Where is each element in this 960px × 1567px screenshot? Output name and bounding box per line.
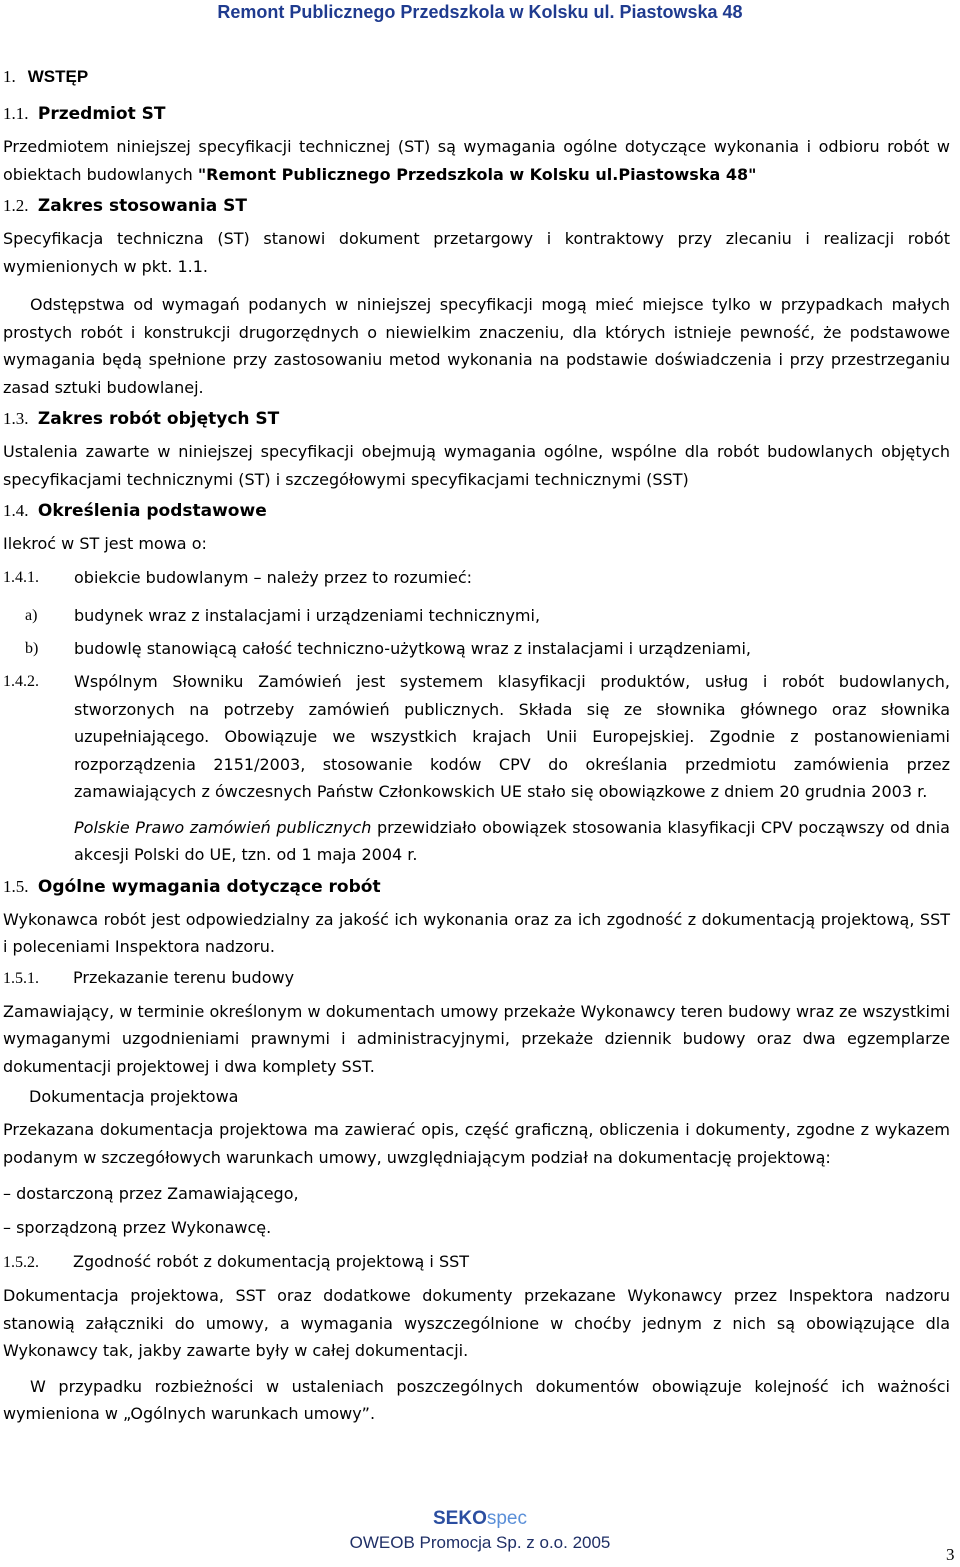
section-1-3-body: Ustalenia zawarte w niniejszej specyfikacji obejmują wymagania ogólne, wspólne dla robót budowlanych objętych specyfikacjami technicznymi (ST) i szczegółowymi specyfikacjami technicznymi (SST) bbox=[3, 442, 950, 489]
section-1-4-heading bbox=[3, 500, 950, 522]
section-number: 1.5.1. bbox=[3, 969, 39, 987]
section-1-4-intro: Ilekroć w ST jest mowa o: bbox=[3, 534, 207, 553]
definition-item-2 bbox=[3, 668, 950, 806]
item-number: 1.4.2. bbox=[3, 673, 39, 690]
sub-item-b bbox=[3, 635, 950, 662]
body-text: Przedmiotem niniejszej specyfikacji technicznej (ST) są wymagania ogólne dotyczące wykonania i odbioru robót w obiektach budowlanych bbox=[3, 137, 950, 184]
logo-part-1: SEKO bbox=[433, 1508, 487, 1529]
section-1-2-body: Specyfikacja techniczna (ST) stanowi dokument przetargowy i kontraktowy przy zlecaniu i realizacji robót wymienionych w pkt. 1.1. bbox=[3, 229, 950, 276]
item-text: budowlę stanowiącą całość techniczno-użytkową wraz z instalacjami i urządzeniami, bbox=[74, 639, 752, 658]
section-title: Zgodność robót z dokumentacją projektową i SST bbox=[73, 1252, 470, 1271]
definition-item-1 bbox=[3, 564, 950, 592]
section-1-1-body bbox=[3, 133, 950, 188]
section-title: Zakres stosowania ST bbox=[37, 196, 248, 216]
footer-company: OWEOB Promocja Sp. z o.o. 2005 bbox=[349, 1533, 611, 1552]
section-title: Ogólne wymagania dotyczące robót bbox=[37, 876, 381, 897]
section-1-2-heading bbox=[3, 195, 950, 217]
item-letter: b) bbox=[25, 640, 39, 657]
project-name: "Remont Publicznego Przedszkola w Kolsku ul.Piastowska 48" bbox=[197, 164, 757, 184]
logo-part-2: spec bbox=[486, 1508, 527, 1529]
item-text: obiekcie budowlanym – należy przez to rozumieć: bbox=[74, 567, 473, 587]
section-title: WSTĘP bbox=[27, 67, 89, 86]
section-1-2-body-2: Odstępstwa od wymagań podanych w niniejszej specyfikacji mogą mieć miejsce tylko w przypadkach małych prostych robót i konstrukcji drugorzędnych o niewielkim znaczeniu, dla których istnieje pewność, że podstawowe wymagania będą spełnione przy zastosowaniu metod wykonania na podstawie doświadczenia i przy przestrzeganiu zasad sztuki budowlanej. bbox=[3, 295, 950, 397]
item-number: 1.4.1. bbox=[3, 568, 39, 586]
law-name: Polskie Prawo zamówień publicznych bbox=[74, 817, 372, 837]
section-number: 1.5.2. bbox=[3, 1254, 39, 1271]
section-number: 1.2. bbox=[3, 196, 29, 215]
footer-logo bbox=[0, 1508, 960, 1530]
section-1-5-2-body: Dokumentacja projektowa, SST oraz dodatkowe dokumenty przekazane Wykonawcy przez Inspektora nadzoru stanowią załączniki do umowy, a wymagania wyszczególnione w choćby jednym z nich są obowiązujące dla Wykonawcy tak, jakby zawarte były w całej dokumentacji. bbox=[3, 1286, 950, 1360]
section-1-5-1-body: Zamawiający, w terminie określonym w dokumentach umowy przekaże Wykonawcy teren budowy wraz ze wszystkimi wymaganymi uzgodnieniami prawnymi i administracyjnymi, przekaże dziennik budowy oraz dwa egzemplarze dokumentacji projektowej i dwa komplety SST. bbox=[3, 1001, 950, 1076]
section-1-5-2-heading bbox=[3, 1251, 950, 1274]
section-title: Przedmiot ST bbox=[37, 104, 166, 124]
section-number: 1.1. bbox=[3, 104, 29, 123]
definition-item-2-note bbox=[74, 814, 950, 869]
sub-item-a bbox=[3, 602, 950, 629]
section-title: Przekazanie terenu budowy bbox=[73, 967, 295, 987]
section-number: 1.5. bbox=[3, 876, 29, 896]
page-header: Remont Publicznego Przedszkola w Kolsku ul. Piastowska 48 bbox=[217, 2, 743, 22]
section-1-1-heading bbox=[3, 103, 950, 125]
item-letter: a) bbox=[25, 607, 38, 624]
dash-item-1: – dostarczoną przez Zamawiającego, bbox=[3, 1184, 299, 1203]
item-text: Wspólnym Słowniku Zamówień jest systemem klasyfikacji produktów, usług i robót budowlanych, stworzonych na potrzeby zamówień publicznych. Składa się ze słownika głównego oraz słownika uzupełniającego. Obowiązuje we wszystkich krajach Unii Europejskiej. Zgodnie z postanowieniami rozporządzenia 2151/2003, stosowanie kodów CPV do określania przedmiotu zamówienia przez zamawiających z ówczesnych Państw Członkowskich UE stało się obowiązkowe z dniem 20 grudnia 2003 r. bbox=[74, 672, 950, 801]
document-content bbox=[3, 66, 950, 1428]
section-number: 1.3. bbox=[3, 409, 29, 428]
section-1-5-heading bbox=[3, 876, 950, 898]
dash-item-2: – sporządzoną przez Wykonawcę. bbox=[3, 1218, 272, 1237]
documentation-body: Przekazana dokumentacja projektowa ma zawierać opis, część graficzną, obliczenia i dokumenty, zgodne z wykazem podanym w szczegółowych warunkach umowy, uwzględniającym podział na dokumentację projektową: bbox=[3, 1120, 950, 1167]
section-number: 1. bbox=[3, 67, 16, 86]
documentation-heading: Dokumentacja projektowa bbox=[29, 1087, 239, 1106]
item-text: budynek wraz z instalacjami i urządzeniami technicznymi, bbox=[74, 606, 541, 625]
section-1-heading bbox=[3, 66, 950, 88]
page-number: 3 bbox=[946, 1545, 955, 1564]
section-1-5-2-body-2: W przypadku rozbieżności w ustaleniach poszczególnych dokumentów obowiązuje kolejność ich ważności wymieniona w „Ogólnych warunkach umowy”. bbox=[3, 1376, 950, 1423]
section-1-3-heading bbox=[3, 408, 950, 430]
section-number: 1.4. bbox=[3, 501, 29, 520]
section-1-5-1-heading bbox=[3, 967, 950, 990]
section-title: Zakres robót objętych ST bbox=[37, 409, 280, 429]
section-1-5-body: Wykonawca robót jest odpowiedzialny za jakość ich wykonania oraz za ich zgodność z dokumentacją projektową, SST i poleceniami Inspektora nadzoru. bbox=[3, 909, 950, 956]
section-title: Określenia podstawowe bbox=[37, 501, 267, 521]
note-text: przewidziało obowiązek stosowania klasyfikacji CPV począwszy od dnia akcesji Polski do UE, tzn. od 1 maja 2004 r. bbox=[74, 817, 950, 864]
